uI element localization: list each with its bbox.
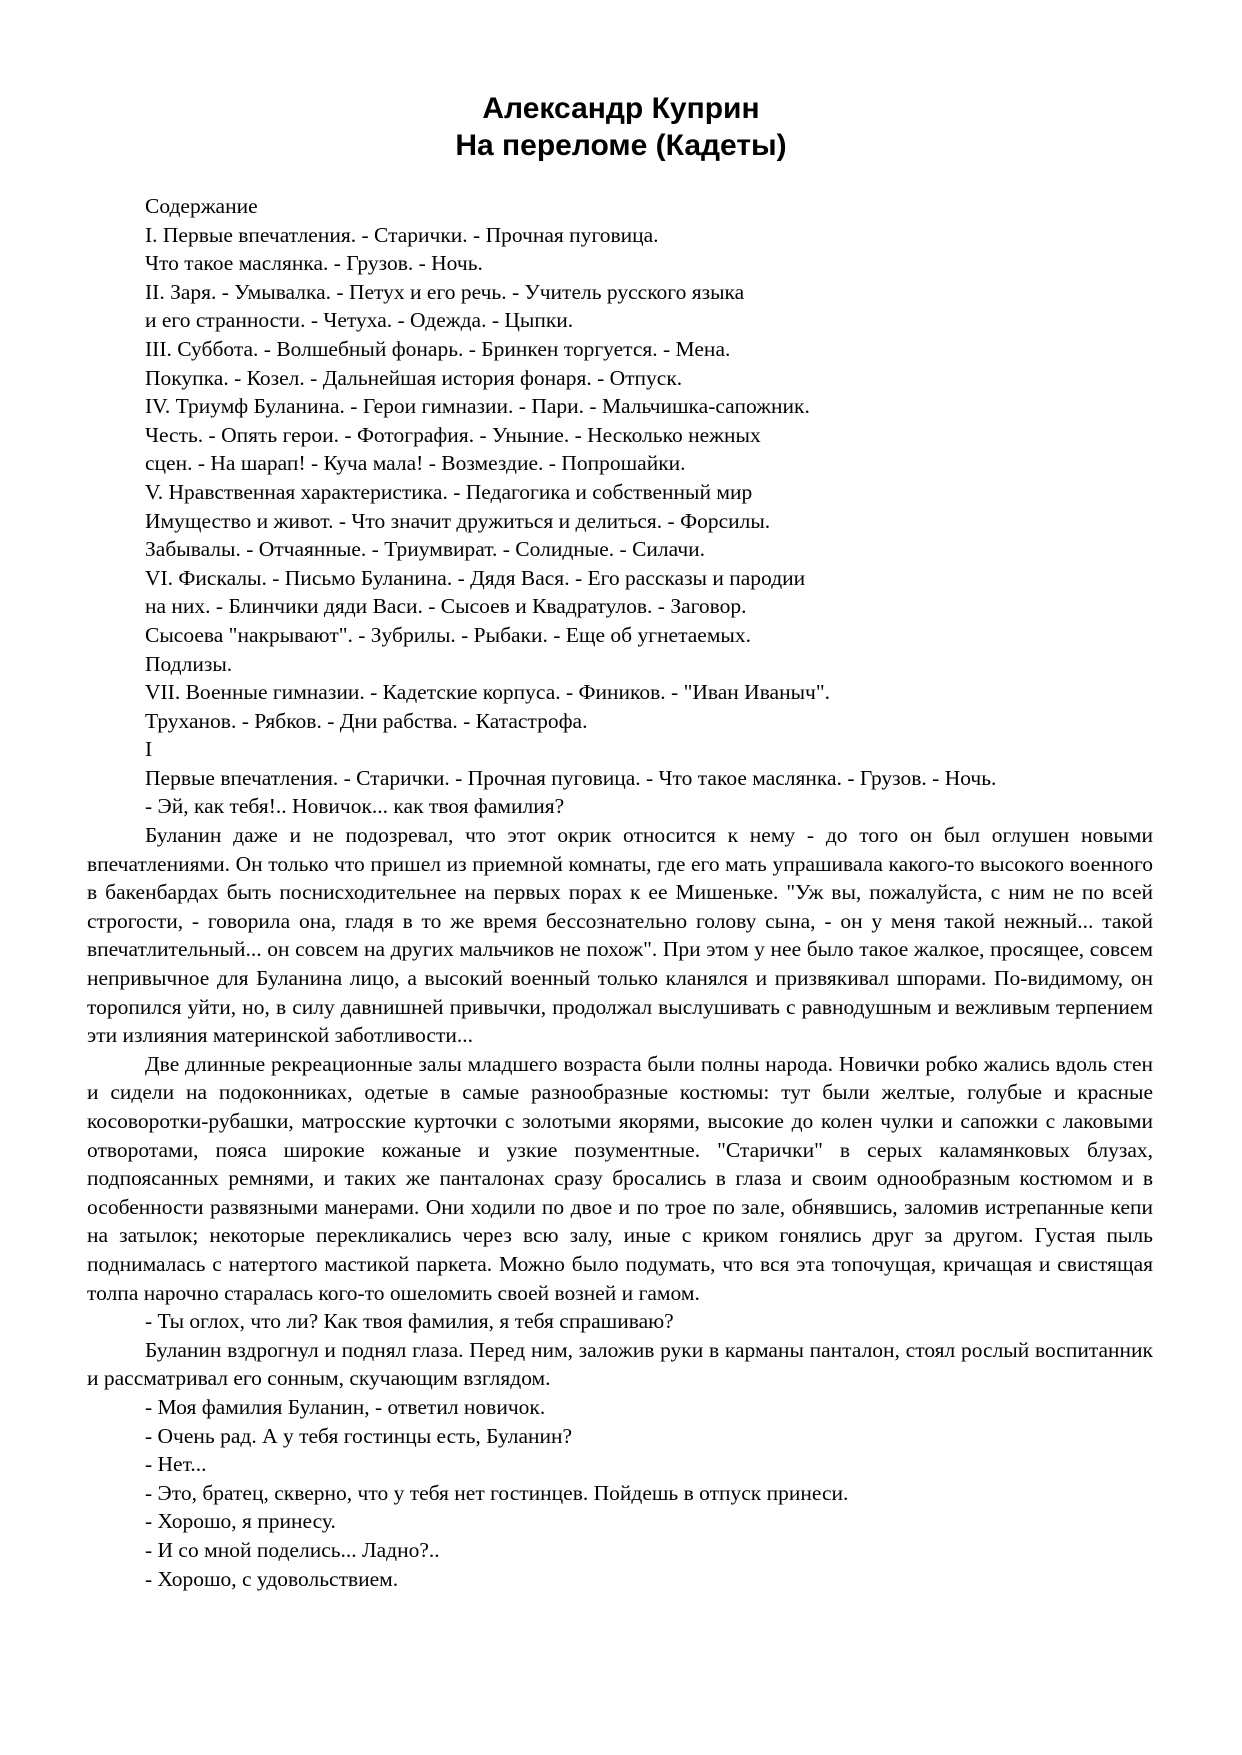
contents-line: на них. - Блинчики дяди Васи. - Сысоев и Квадратулов. - Заговор. xyxy=(145,594,747,619)
contents-line: III. Суббота. - Волшебный фонарь. - Бринкен торгуется. - Мена. xyxy=(145,336,731,361)
dialog-line: - Хорошо, я принесу. xyxy=(145,1509,336,1534)
contents-line: IV. Триумф Буланина. - Герои гимназии. - Пари. - Мальчишка-сапожник. xyxy=(145,394,810,419)
dialog-line: - Это, братец, скверно, что у тебя нет гостинцев. Пойдешь в отпуск принеси. xyxy=(145,1480,849,1505)
dialog-line: - Моя фамилия Буланин, - ответил новичок. xyxy=(145,1394,546,1419)
document-header xyxy=(0,90,1242,164)
contents-line: VI. Фискалы. - Письмо Буланина. - Дядя Вася. - Его рассказы и пародии xyxy=(145,565,806,590)
contents-line: II. Заря. - Умывалка. - Петух и его речь. - Учитель русского языка xyxy=(145,279,745,304)
document-body xyxy=(87,192,1153,1593)
contents-line: Труханов. - Рябков. - Дни рабства. - Катастрофа. xyxy=(145,708,588,733)
paragraph: Буланин вздрогнул и поднял глаза. Перед ним, заложив руки в карманы панталон, стоял рослый воспитанник и рассматривал его сонным, скучающим взглядом. xyxy=(87,1337,1153,1391)
contents-line: Подлизы. xyxy=(145,651,233,676)
contents-line: I. Первые впечатления. - Старички. - Прочная пуговица. xyxy=(145,222,659,247)
contents-line: Сысоева "накрывают". - Зубрилы. - Рыбаки. - Еще об угнетаемых. xyxy=(145,622,751,647)
chapter-number: I xyxy=(145,737,153,762)
contents-line: V. Нравственная характеристика. - Педагогика и собственный мир xyxy=(145,479,753,504)
contents-heading: Содержание xyxy=(145,194,258,218)
chapter-subtitle: Первые впечатления. - Старички. - Прочная пуговица. - Что такое маслянка. - Грузов. - Ночь. xyxy=(145,765,997,790)
contents-line: сцен. - На шарап! - Куча мала! - Возмездие. - Попрошайки. xyxy=(145,451,686,476)
document-title: На переломе (Кадеты) xyxy=(455,129,787,162)
dialog-line: - Нет... xyxy=(145,1452,207,1477)
author-name: Александр Куприн xyxy=(482,92,760,125)
contents-line: Забывалы. - Отчаянные. - Триумвират. - Солидные. - Силачи. xyxy=(145,537,706,562)
contents-line: Честь. - Опять герои. - Фотография. - Уныние. - Несколько нежных xyxy=(145,422,761,447)
paragraph: Две длинные рекреационные залы младшего возраста были полны народа. Новички робко жались вдоль стен и сидели на подоконниках, одетые в самые разнообразные костюмы: тут были желтые, голубые и красные косоворотки-рубашки, матросские курточки с золотыми якорями, высокие до колен чулки и сапожки с лаковыми отворотами, пояса широкие кожаные и узкие позументные. "Старички" в серых каламянковых блузах, подпоясанных ремнями, и таких же панталонах сразу бросались в глаза и своим однообразным костюмом и в особенности развязными манерами. Они ходили по двое и по трое по зале, обнявшись, заломив истрепанные кепи на затылок; некоторые перекликались через всю залу, иные с криком гонялись друг за другом. Густая пыль поднималась с натертого мастикой паркета. Можно было подумать, что вся эта топочущая, кричащая и свистящая толпа нарочно старалась кого-то ошеломить своей возней и гамом. xyxy=(87,1051,1153,1305)
dialog-line: - Очень рад. А у тебя гостинцы есть, Буланин? xyxy=(145,1423,573,1448)
contents-line: Имущество и живот. - Что значит дружиться и делиться. - Форсилы. xyxy=(145,508,771,533)
contents-line: Что такое маслянка. - Грузов. - Ночь. xyxy=(145,251,483,276)
dialog-line: - Ты оглох, что ли? Как твоя фамилия, я тебя спрашиваю? xyxy=(145,1309,674,1334)
contents-line: Покупка. - Козел. - Дальнейшая история фонаря. - Отпуск. xyxy=(145,365,683,390)
paragraph: Буланин даже и не подозревал, что этот окрик относится к нему - до того он был оглушен новыми впечатлениями. Он только что пришел из приемной комнаты, где его мать упрашивала какого-то высокого военного в бакенбардах быть поснисходительнее на первых порах к ее Мишеньке. "Уж вы, пожалуйста, с ним не по всей строгости, - говорила она, гладя в то же время бессознательно голову сына, - он у меня такой нежный... такой впечатлительный... он совсем на других мальчиков не похож". При этом у нее было такое жалкое, просящее, совсем непривычное для Буланина лицо, а высокий военный только кланялся и призвякивал шпорами. По-видимому, он торопился уйти, но, в силу давнишней привычки, продолжал выслушивать с равнодушным и вежливым терпением эти излияния материнской заботливости... xyxy=(87,823,1153,1048)
contents-line: VII. Военные гимназии. - Кадетские корпуса. - Фиников. - "Иван Иваныч". xyxy=(145,680,831,705)
dialog-line: - Эй, как тебя!.. Новичок... как твоя фамилия? xyxy=(145,794,565,819)
contents-line: и его странности. - Четуха. - Одежда. - Цыпки. xyxy=(145,308,574,333)
dialog-line: - Хорошо, с удовольствием. xyxy=(145,1566,399,1591)
dialog-line: - И со мной поделись... Ладно?.. xyxy=(145,1537,440,1562)
